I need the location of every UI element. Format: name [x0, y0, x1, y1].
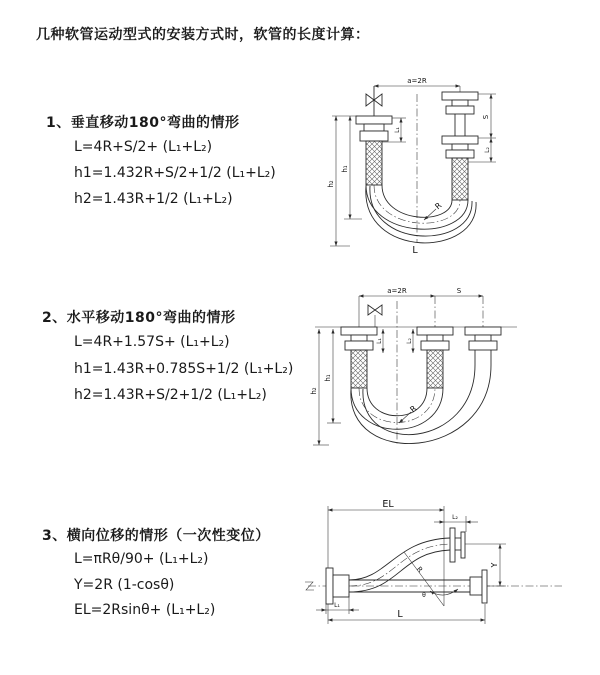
braided-hose-section	[452, 158, 468, 200]
hose-u-bend	[351, 365, 491, 444]
section-1-formula-h2: h2=1.43R+1/2 (L₁+L₂)	[74, 191, 233, 207]
diagram-horizontal-180-bend	[303, 283, 553, 473]
dim-label-h1: h₁	[324, 374, 332, 382]
valve-icon	[368, 305, 382, 327]
dim-label-h1: h₁	[341, 165, 349, 173]
displaced-hose-s-curve	[349, 528, 465, 592]
dim-label-l2: L₂	[406, 338, 413, 344]
section-3-formula-L: L=πRθ/90+ (L₁+L₂)	[74, 551, 209, 567]
section-3-heading: 3、横向位移的情形（一次性变位）	[42, 528, 270, 544]
dim-label-h2: h₂	[310, 387, 318, 395]
section-2-formula-L: L=4R+1.57S+ (L₁+L₂)	[74, 334, 230, 350]
dim-label-l2: L₂	[452, 514, 458, 521]
dim-label-l1: L₁	[334, 602, 340, 609]
dim-label-a2r: a=2R	[387, 287, 407, 295]
section-2-formula-h2: h2=1.43R+S/2+1/2 (L₁+L₂)	[74, 387, 267, 403]
section-1-formula-L: L=4R+S/2+ (L₁+L₂)	[74, 139, 213, 155]
section-2-heading: 2、水平移动180°弯曲的情形	[42, 310, 236, 326]
section-3-formula-EL: EL=2Rsinθ+ (L₁+L₂)	[74, 602, 216, 618]
section-2-formula-h1: h1=1.43R+0.785S+1/2 (L₁+L₂)	[74, 361, 294, 377]
dim-label-l1: L₁	[394, 127, 401, 133]
straight-pipe-original	[349, 570, 487, 603]
section-1-heading: 1、垂直移动180°弯曲的情形	[46, 115, 240, 131]
dim-label-l: L	[412, 245, 418, 256]
dim-label-l1: L₁	[376, 338, 383, 344]
left-pipe-end	[356, 86, 392, 185]
section-3-formula-Y: Y=2R (1-cosθ)	[74, 577, 175, 593]
dim-label-l2: L₂	[484, 147, 491, 153]
dim-label-r: R	[433, 200, 444, 212]
braided-hose-section	[427, 350, 443, 388]
dim-label-h2: h₂	[327, 180, 335, 188]
dim-label-l: L	[397, 609, 403, 620]
dim-label-y: Y	[490, 562, 499, 568]
radius-leader-line	[424, 209, 436, 220]
dim-label-r: R	[408, 403, 419, 415]
dim-label-r: R	[414, 565, 425, 575]
dim-label-a2r: a=2R	[407, 77, 427, 85]
dim-label-el: EL	[382, 499, 394, 510]
braided-hose-section	[366, 141, 382, 185]
dim-label-s: S	[482, 114, 490, 120]
dim-label-theta: θ	[422, 592, 426, 599]
section-1-formula-h1: h1=1.432R+S/2+1/2 (L₁+L₂)	[74, 165, 276, 181]
diagram-lateral-displacement	[300, 498, 580, 658]
middle-pipe-end	[417, 327, 453, 388]
left-pipe-end	[341, 327, 377, 388]
dim-label-s: S	[456, 287, 462, 295]
right-pipe-end	[442, 92, 478, 200]
left-pipe-end	[326, 568, 349, 604]
braided-hose-section	[351, 350, 367, 388]
radius-leader-line	[399, 412, 411, 423]
page-title: 几种软管运动型式的安装方式时，软管的长度计算：	[36, 27, 370, 43]
diagram-vertical-180-bend	[312, 74, 552, 256]
right-pipe-end-moved	[465, 327, 501, 365]
